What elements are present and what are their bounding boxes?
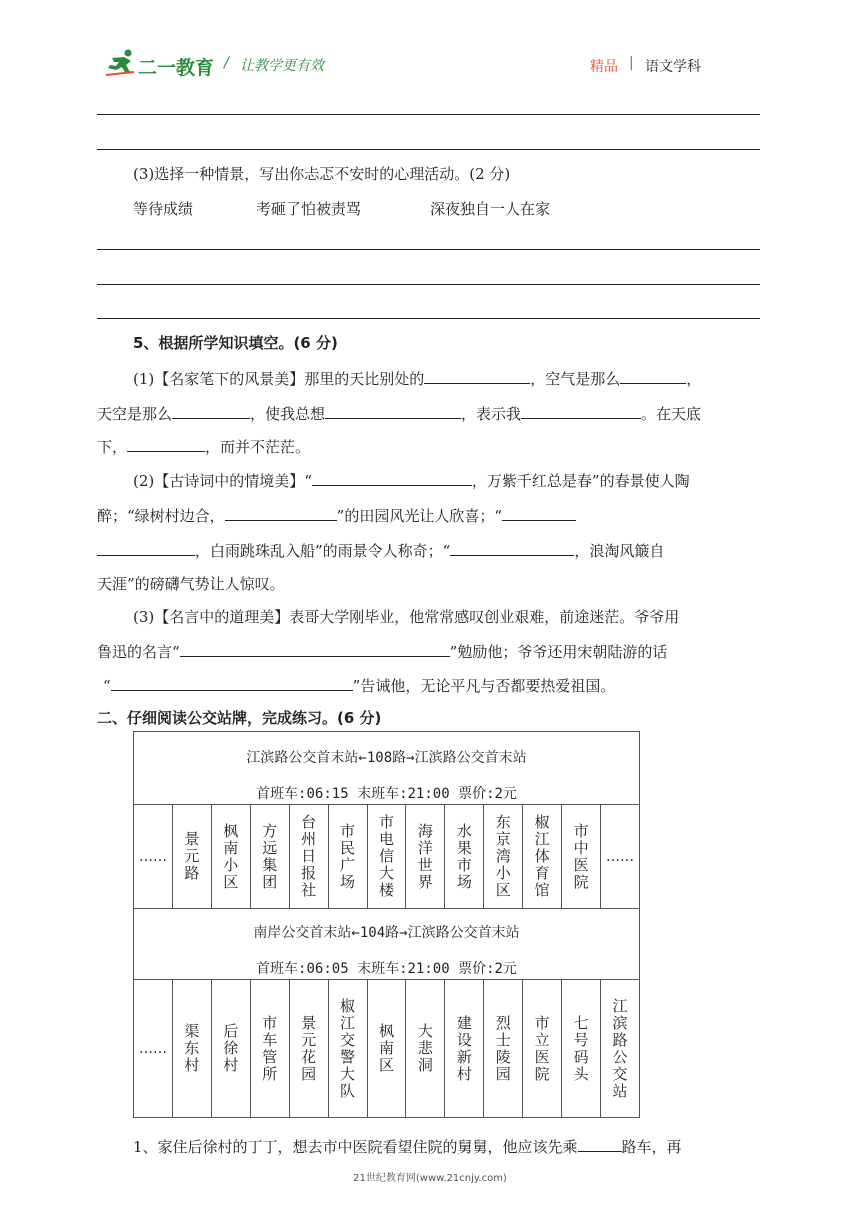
q5-p3-line1: (3)【名言中的道理美】表哥大学刚毕业，他常常感叹创业艰难，前途迷茫。爷爷用 (133, 608, 680, 626)
bus-stop: 椒江交警大队 (328, 980, 367, 1118)
bus-stop: 东京湾小区 (484, 805, 523, 909)
answer-line[interactable] (97, 318, 760, 319)
q1-text: 1、家住后徐村的丁丁，想去市中医院看望住院的舅舅，他应该先乘 路车，再 (133, 1138, 682, 1156)
bus-stop: 建设新村 (445, 980, 484, 1118)
fill-blank[interactable] (424, 368, 530, 384)
q3-option-3: 深夜独自一人在家 (430, 200, 551, 218)
q5-p3-line3: “ ”告诫他，无论平凡与否都要热爱祖国。 (103, 677, 616, 695)
fill-blank[interactable] (97, 540, 195, 556)
q5-p2-line4: 天涯”的磅礴气势让人惊叹。 (97, 575, 285, 593)
footer-source: 21世纪教育网(www.21cnjy.com) (353, 1173, 507, 1184)
stop-ellipsis: …… (134, 805, 173, 909)
q5-p1-line3: 下， ，而并不茫茫。 (97, 438, 311, 456)
bus-stop: 市立医院 (523, 980, 562, 1118)
bus-stop: 七号码头 (562, 980, 601, 1118)
fill-blank[interactable] (450, 540, 574, 556)
stop-ellipsis: …… (134, 980, 173, 1118)
bus-stop: 江滨路公交站 (601, 980, 640, 1118)
fill-blank[interactable] (578, 1136, 622, 1152)
fill-blank[interactable] (225, 505, 337, 521)
fill-blank[interactable] (172, 403, 250, 419)
q3-option-1: 等待成绩 (133, 200, 194, 218)
bus-stop: 海洋世界 (406, 805, 445, 909)
header-separator: / (224, 55, 229, 71)
section2-title: 二、仔细阅读公交站牌，完成练习。(6 分) (97, 709, 382, 727)
q5-p1-line1: (1)【名家笔下的风景美】那里的天比别处的 ，空气是那么 ， (133, 370, 702, 388)
bus-stop: 大悲洞 (406, 980, 445, 1118)
fill-blank[interactable] (180, 641, 450, 657)
fill-blank[interactable] (620, 368, 686, 384)
q3-option-2: 考砸了怕被责骂 (256, 200, 362, 218)
q5-p1-line2: 天空是那么 ，使我总想 ，表示我 。在天底 (97, 405, 702, 423)
bus-stop: 市车管所 (250, 980, 289, 1118)
header-quality-tag: 精品 (590, 59, 618, 75)
bus-stop: 景元花园 (289, 980, 328, 1118)
fill-blank[interactable] (325, 403, 461, 419)
header-subject: 语文学科 (645, 59, 701, 75)
q5-p2-line3: ，白雨跳珠乱入船”的雨景令人称奇；“ ，浪淘风簸自 (97, 540, 664, 561)
fill-blank[interactable] (111, 675, 353, 691)
bus-stop: 枫南小区 (211, 805, 250, 909)
bus-stop: 台州日报社 (289, 805, 328, 909)
answer-line[interactable] (97, 114, 760, 115)
q3-prompt: (3)选择一种情景，写出你忐忑不安时的心理活动。(2 分) (133, 165, 511, 183)
bus-stop: 方远集团 (250, 805, 289, 909)
bus-stop: 市电信大楼 (367, 805, 406, 909)
bus-stop: 水果市场 (445, 805, 484, 909)
fill-blank[interactable] (521, 403, 641, 419)
stop-ellipsis: …… (601, 805, 640, 909)
bus-stop: 景元路 (172, 805, 211, 909)
bus-stop: 后徐村 (211, 980, 250, 1118)
bus-schedule: 首班车:06:05 末班车:21:00 票价:2元 (134, 957, 640, 980)
q5-p3-line2: 鲁迅的名言“ ”勉励他；爷爷还用宋朝陆游的话 (97, 643, 668, 661)
fill-blank[interactable] (312, 470, 472, 486)
q5-p2-line2: 醉；“绿树村边合， ”的田园风光让人欣喜；“ (97, 505, 576, 526)
bus-stop: 市民广场 (328, 805, 367, 909)
answer-line[interactable] (97, 284, 760, 285)
bus-route-title: 江滨路公交首末站←108路→江滨路公交首末站 (134, 732, 640, 783)
bus-stop: 枫南区 (367, 980, 406, 1118)
fill-blank[interactable] (127, 436, 205, 452)
q5-title: 5、根据所学知识填空。(6 分) (133, 334, 338, 352)
bus-stop: 市中医院 (562, 805, 601, 909)
runner-logo-icon (104, 48, 138, 78)
brand-name: 二一教育 (138, 57, 215, 79)
slogan: 让教学更有效 (240, 58, 324, 74)
answer-line[interactable] (97, 149, 760, 150)
bus-schedule: 首班车:06:15 末班车:21:00 票价:2元 (134, 782, 640, 805)
bus-stop: 渠东村 (172, 980, 211, 1118)
header-divider: | (629, 55, 634, 71)
bus-stop: 烈士陵园 (484, 980, 523, 1118)
logo (104, 48, 216, 78)
fill-blank[interactable] (502, 505, 576, 521)
q5-p2-line1: (2)【古诗词中的情境美】“ ，万紫千红总是春”的春景使人陶 (133, 472, 690, 490)
bus-stop: 椒江体育馆 (523, 805, 562, 909)
bus-route-title: 南岸公交首末站←104路→江滨路公交首末站 (134, 907, 640, 957)
bus-sign-108 (133, 731, 640, 909)
answer-line[interactable] (97, 249, 760, 250)
bus-sign-104 (133, 907, 640, 1118)
